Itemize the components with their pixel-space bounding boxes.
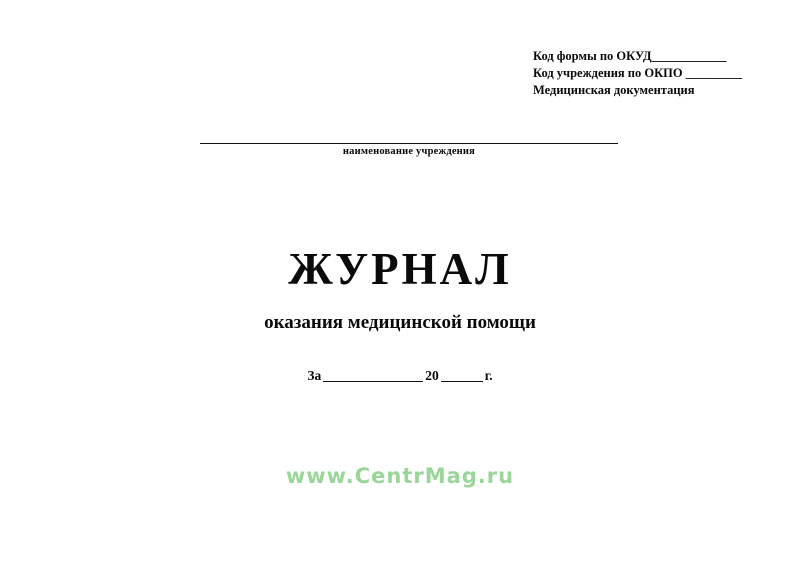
year-line-suffix: г. — [484, 368, 493, 383]
year-blank-short — [441, 381, 483, 382]
watermark: www.CentrMag.ru — [285, 464, 515, 488]
year-blank-long — [323, 381, 423, 382]
year-line-prefix: За — [307, 368, 322, 383]
code-okud: Код формы по ОКУД____________ — [533, 49, 727, 63]
page-title: ЖУРНАЛ — [288, 244, 512, 294]
year-line-middle: 20 — [425, 368, 439, 383]
form-codes-block — [533, 48, 742, 99]
medical-documentation-label: Медицинская документация — [533, 83, 695, 97]
page-subtitle: оказания медицинской помощи — [264, 312, 536, 333]
year-line — [0, 368, 800, 384]
institution-name-rule — [200, 143, 618, 144]
institution-name-caption: наименование учреждения — [342, 146, 476, 157]
code-okpo: Код учреждения по ОКПО _________ — [533, 66, 742, 80]
